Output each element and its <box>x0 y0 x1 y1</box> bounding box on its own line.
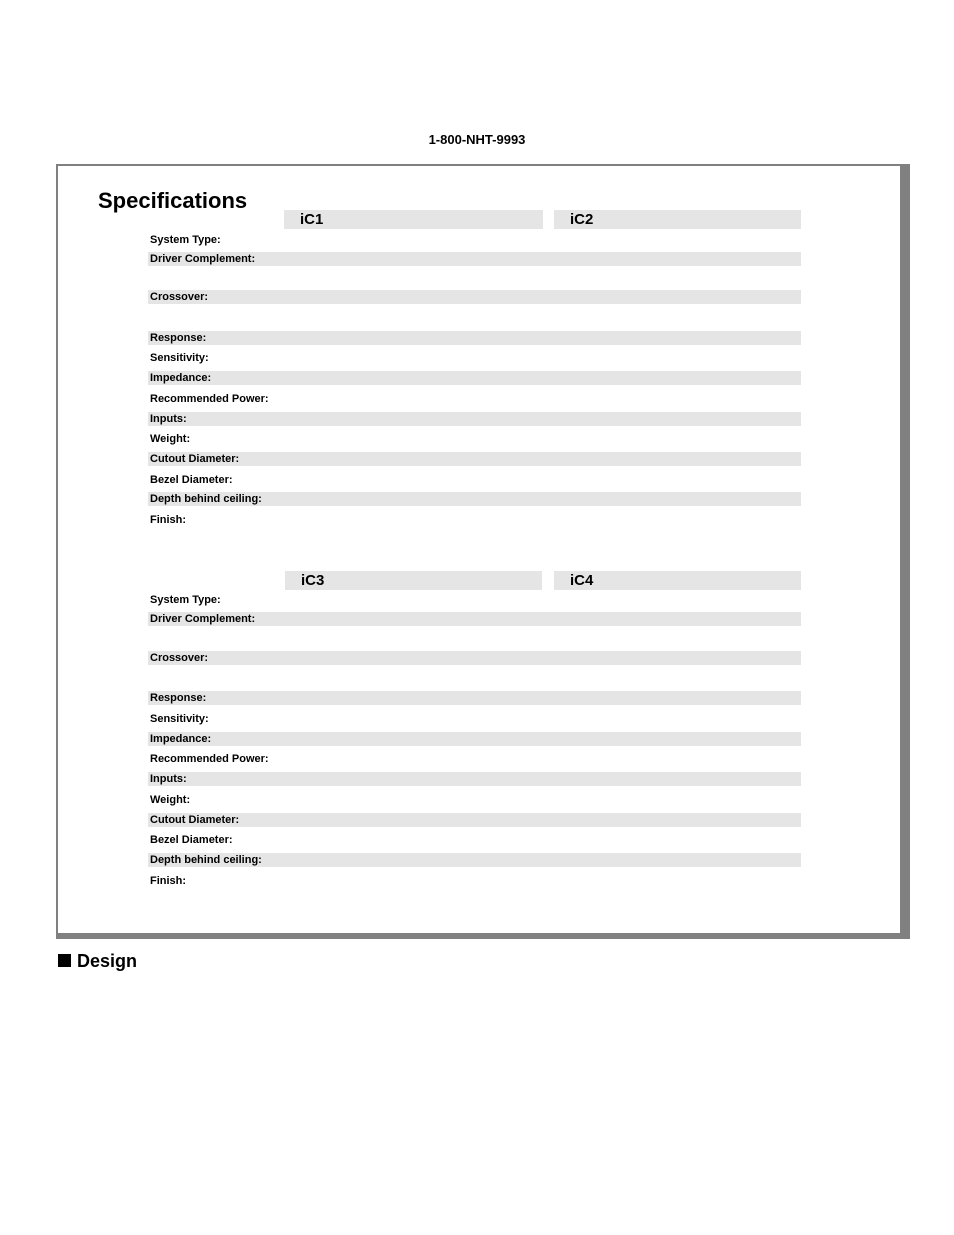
spec-row-system-type: System Type: <box>150 594 221 606</box>
spec-row-weight: Weight: <box>150 433 191 445</box>
design-heading <box>58 951 137 972</box>
spec-row-inputs: Inputs: <box>148 772 801 786</box>
spec-row-finish: Finish: <box>150 875 187 887</box>
spec-row-response: Response: <box>148 331 801 345</box>
spec-row-weight: Weight: <box>150 794 191 806</box>
spec-row-cutout-diameter: Cutout Diameter: <box>148 813 801 827</box>
spec-row-bezel-diameter: Bezel Diameter: <box>150 834 233 846</box>
specifications-title: Specifications <box>98 188 248 213</box>
design-heading-label: Design <box>77 951 138 971</box>
model-header-ic3: iC3 <box>285 571 542 590</box>
spec-row-impedance: Impedance: <box>148 732 801 746</box>
phone-number: 1-800-NHT-9993 <box>428 132 526 147</box>
spec-row-sensitivity: Sensitivity: <box>150 713 209 725</box>
spec-row-finish: Finish: <box>150 514 187 526</box>
spec-row-sensitivity: Sensitivity: <box>150 352 209 364</box>
spec-row-recommended-power: Recommended Power: <box>150 753 269 765</box>
spec-row-cutout-diameter: Cutout Diameter: <box>148 452 801 466</box>
spec-row-response: Response: <box>148 691 801 705</box>
spec-row-driver-complement: Driver Complement: <box>148 252 801 266</box>
spec-row-depth-behind-ceiling: Depth behind ceiling: <box>148 492 801 506</box>
spec-row-crossover: Crossover: <box>148 290 801 304</box>
spec-row-depth-behind-ceiling: Depth behind ceiling: <box>148 853 801 867</box>
spec-row-driver-complement: Driver Complement: <box>148 612 801 626</box>
square-bullet-icon <box>58 954 71 967</box>
spec-row-inputs: Inputs: <box>148 412 801 426</box>
spec-row-bezel-diameter: Bezel Diameter: <box>150 474 233 486</box>
model-header-ic4: iC4 <box>554 571 801 590</box>
spec-row-crossover: Crossover: <box>148 651 801 665</box>
spec-row-recommended-power: Recommended Power: <box>150 393 269 405</box>
model-header-ic2: iC2 <box>554 210 801 229</box>
model-header-ic1: iC1 <box>284 210 543 229</box>
spec-row-system-type: System Type: <box>150 234 221 246</box>
spec-row-impedance: Impedance: <box>148 371 801 385</box>
